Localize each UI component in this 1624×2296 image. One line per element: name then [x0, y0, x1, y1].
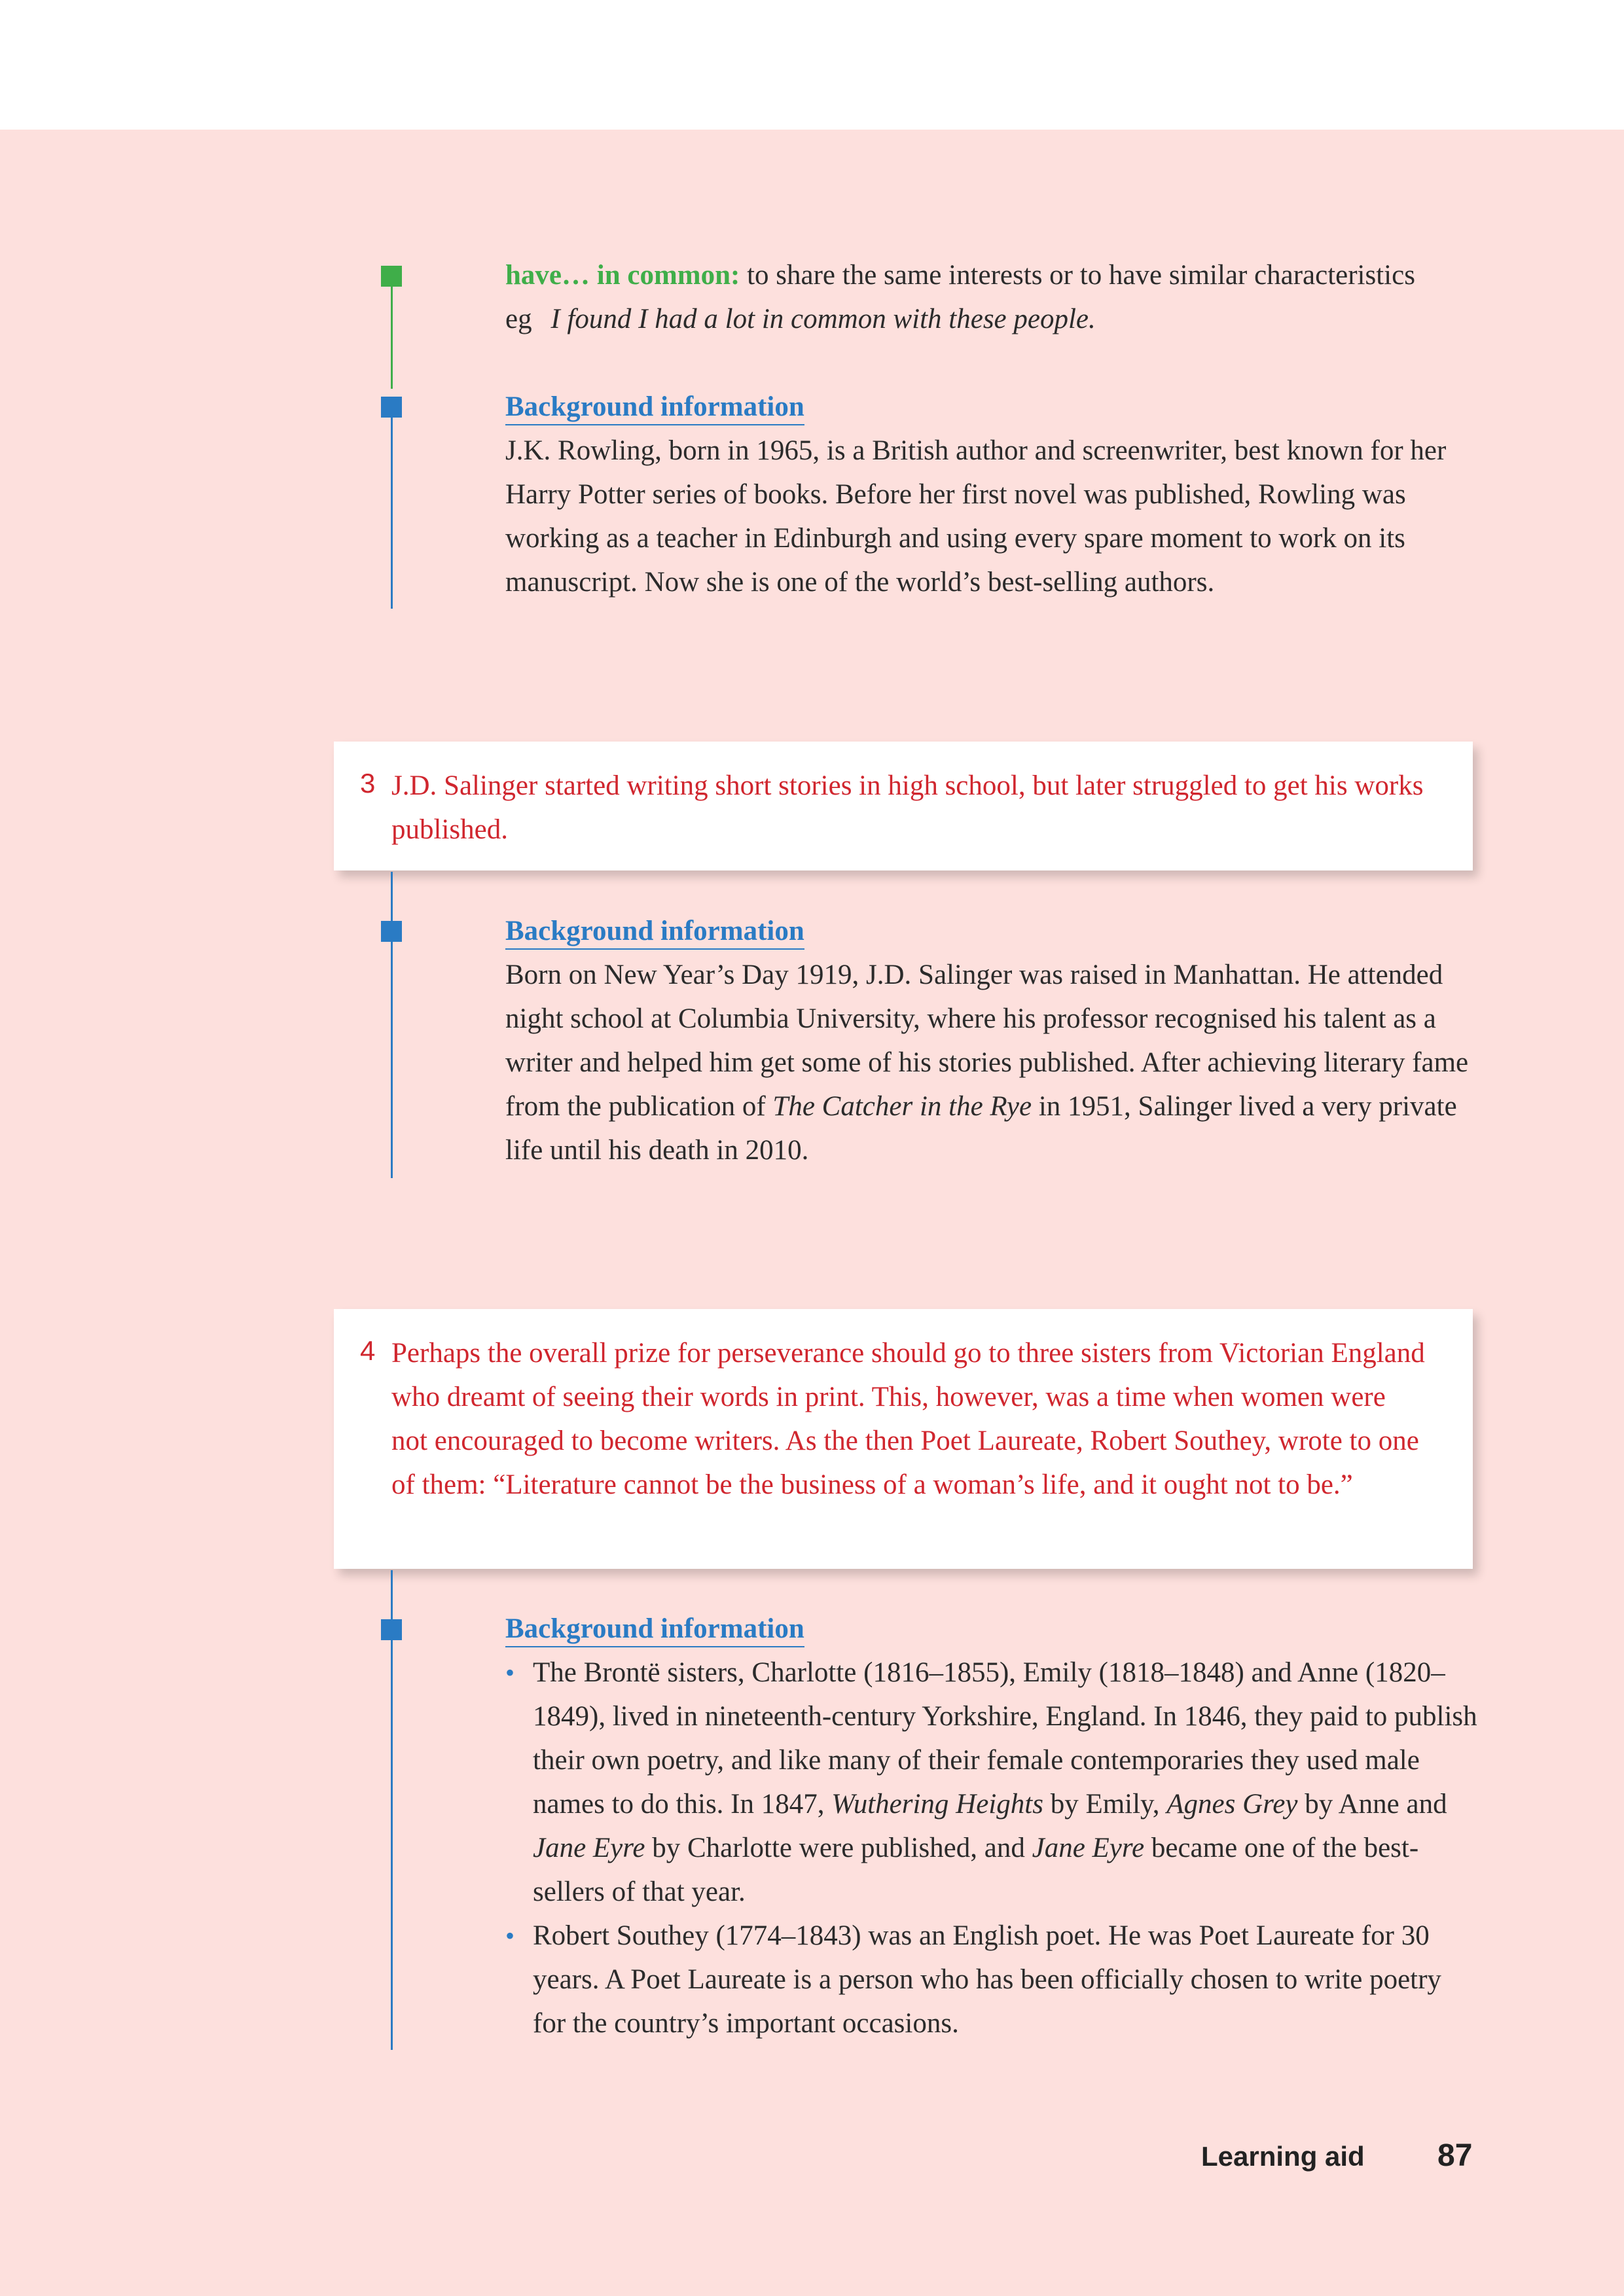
book-title-jane-eyre: Jane Eyre	[533, 1833, 645, 1863]
bronte-text-1: The Brontë sisters, Charlotte (1816–1855), Emily (1818–1848) and Anne (1820–1849), lived in nineteenth-century Yorkshire, England. In 1846, they paid to publish their own poetry, and like many of their female contemporaries they used male names to do this. In 1847,	[533, 1657, 1477, 1820]
background-info-3	[505, 1607, 1481, 2045]
question-text-4: Perhaps the overall prize for perseverance should go to three sisters from Victorian England who dreamt of seeing their words in print. This, however, was a time when women were not encouraged to become writers. As the then Poet Laureate, Robert Southey, wrote to one of them: “Literature cannot be the business of a woman’s life, and it ought not to be.”	[391, 1338, 1425, 1500]
question-number-4: 4	[360, 1335, 376, 1366]
book-title-catcher: The Catcher in the Rye	[772, 1091, 1032, 1122]
vocab-entry	[505, 253, 1487, 341]
background-text-2	[505, 953, 1481, 1172]
vocab-marker	[381, 266, 402, 287]
bullet-dot-icon: •	[505, 1658, 515, 1687]
bullet-item-southey	[505, 1914, 1481, 2045]
page-number: 87	[1437, 2138, 1473, 2173]
info-rule-3	[391, 1570, 393, 2050]
background-text-2-end: in 1951, Salinger lived a very private life until his death in 2010.	[505, 1091, 1457, 1166]
bullet-dot-icon: •	[505, 1921, 515, 1950]
question-number-3: 3	[360, 768, 376, 798]
vocab-definition: to share the same interests or to have similar characteristics	[740, 260, 1415, 291]
background-info-2	[505, 909, 1481, 1172]
question-text-3: J.D. Salinger started writing short stories in high school, but later struggled to get his works published.	[391, 770, 1424, 845]
bronte-text-5: became one of the best-sellers of that year.	[533, 1833, 1419, 1907]
vocab-example-prefix: eg	[505, 304, 532, 334]
vocab-term: have… in common:	[505, 260, 740, 291]
book-title-wuthering-heights: Wuthering Heights	[831, 1789, 1043, 1820]
bronte-text-4: by Charlotte were published, and	[645, 1833, 1032, 1863]
background-text-1: J.K. Rowling, born in 1965, is a British author and screenwriter, best known for her Harry Potter series of books. Before her first novel was published, Rowling was working as a teacher in Edinburgh and using every spare moment to work on its manuscript. Now she is one of the world’s best-selling authors.	[505, 435, 1447, 598]
southey-text: Robert Southey (1774–1843) was an English poet. He was Poet Laureate for 30 years. A Poet Laureate is a person who has been officially chosen to write poetry for the country’s important occasions.	[533, 1920, 1441, 2039]
bronte-text-3: by Anne and	[1297, 1789, 1447, 1820]
background-text-2-part: Born on New Year’s Day 1919, J.D. Salinger was raised in Manhattan. He attended night school at Columbia University, where his professor recognised his talent as a writer and helped him get some of his stories published. After achieving literary fame from the publication of	[505, 960, 1469, 1122]
vocab-example: I found I had a lot in common with these people.	[550, 304, 1096, 334]
info-marker-1	[381, 397, 402, 418]
question-card-4	[334, 1309, 1473, 1569]
bullet-item-bronte	[505, 1651, 1481, 1914]
bronte-text-2: by Emily,	[1043, 1789, 1167, 1820]
background-heading-3: Background information	[505, 1612, 804, 1647]
footer-label: Learning aid	[1201, 2141, 1365, 2172]
background-heading-2: Background information	[505, 914, 804, 950]
book-title-jane-eyre-2: Jane Eyre	[1032, 1833, 1145, 1863]
vocab-rule	[391, 287, 393, 389]
info-rule-1	[391, 418, 393, 609]
background-heading-1: Background information	[505, 390, 804, 425]
info-rule-2	[391, 872, 393, 1178]
question-card-3	[334, 742, 1473, 870]
book-title-agnes-grey: Agnes Grey	[1166, 1789, 1298, 1820]
background-info-1	[505, 385, 1481, 604]
